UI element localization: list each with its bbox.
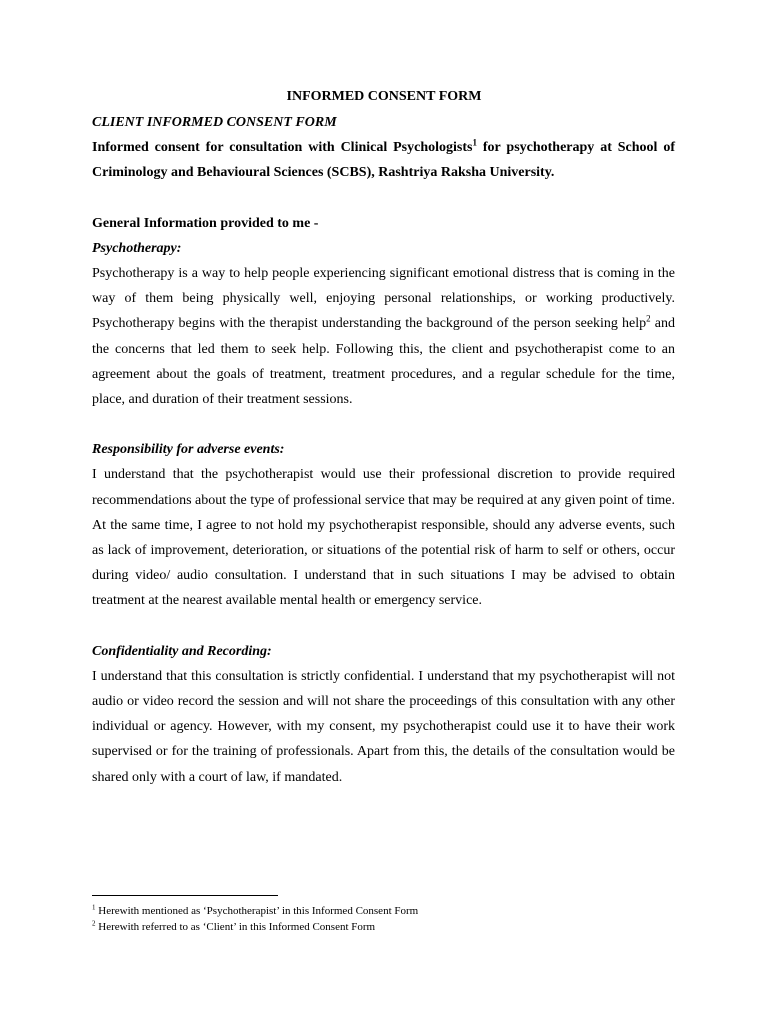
psychotherapy-paragraph xyxy=(92,261,675,412)
footnote-1-text: Herewith mentioned as ‘Psychotherapist’ in this Informed Consent Form xyxy=(98,905,419,917)
form-subtitle: CLIENT INFORMED CONSENT FORM xyxy=(92,115,337,130)
general-info-heading: General Information provided to me - xyxy=(92,215,319,231)
footnotes xyxy=(92,903,675,935)
intro-text-part1: Informed consent for consultation with Clinical Psychologists xyxy=(92,140,473,156)
footnote-1-number: 1 xyxy=(92,903,96,912)
adverse-events-paragraph: I understand that the psychotherapist would use their professional discretion to provide required recommendations about the type of professional service that may be required at any given point of time. At the same time, I agree to not hold my psychotherapist responsible, should any adverse events, such as lack of improvement, deterioration, or situations of the potential risk of harm to self or others, occur during video/ audio consultation. I understand that in such situations I may be advised to obtain treatment at the nearest available mental health or emergency service. xyxy=(92,467,675,609)
document-body xyxy=(92,110,675,790)
document-title: INFORMED CONSENT FORM xyxy=(286,89,482,104)
footnote-divider xyxy=(92,895,278,896)
confidentiality-paragraph: I understand that this consultation is strictly confidential. I understand that my psychotherapist will not audio or video record the session and will not share the proceedings of this consultation with any other individual or agency. However, with my consent, my psychotherapist could use it to have their work supervised or for the training of professionals. Apart from this, the details of the consultation would be shared only with a court of law, if mandated. xyxy=(92,668,675,785)
footnote-2-number: 2 xyxy=(92,919,96,928)
intro-text-part2: for psychotherapy at School of Criminology and Behavioural Sciences (SCBS), Rashtriya Raksha University. xyxy=(92,140,675,181)
confidentiality-heading: Confidentiality and Recording: xyxy=(92,643,272,659)
adverse-events-heading: Responsibility for adverse events: xyxy=(92,442,285,458)
psychotherapy-text-part1: Psychotherapy is a way to help people experiencing significant emotional distress that is coming in the way of them being physically well, enjoying personal relationships, or working productively. Psychotherapy begins with the therapist understanding the background of the person seeking help xyxy=(92,266,675,332)
spacer xyxy=(92,614,675,639)
psychotherapy-heading: Psychotherapy: xyxy=(92,240,182,256)
footnote-2-text: Herewith referred to as ‘Client’ in this Informed Consent Form xyxy=(98,921,376,933)
intro-paragraph xyxy=(92,135,675,185)
spacer xyxy=(92,412,675,437)
spacer xyxy=(92,186,675,211)
psychotherapy-text-part2: and the concerns that led them to seek help. Following this, the client and psychotherapist come to an agreement about the goals of treatment, treatment procedures, and a regular schedule for the time, place, and duration of their treatment sessions. xyxy=(92,316,675,408)
footnote-1 xyxy=(92,903,675,919)
footnote-2 xyxy=(92,919,675,935)
footnote-ref-2: 2 xyxy=(646,313,651,324)
footnote-ref-1: 1 xyxy=(472,137,477,148)
